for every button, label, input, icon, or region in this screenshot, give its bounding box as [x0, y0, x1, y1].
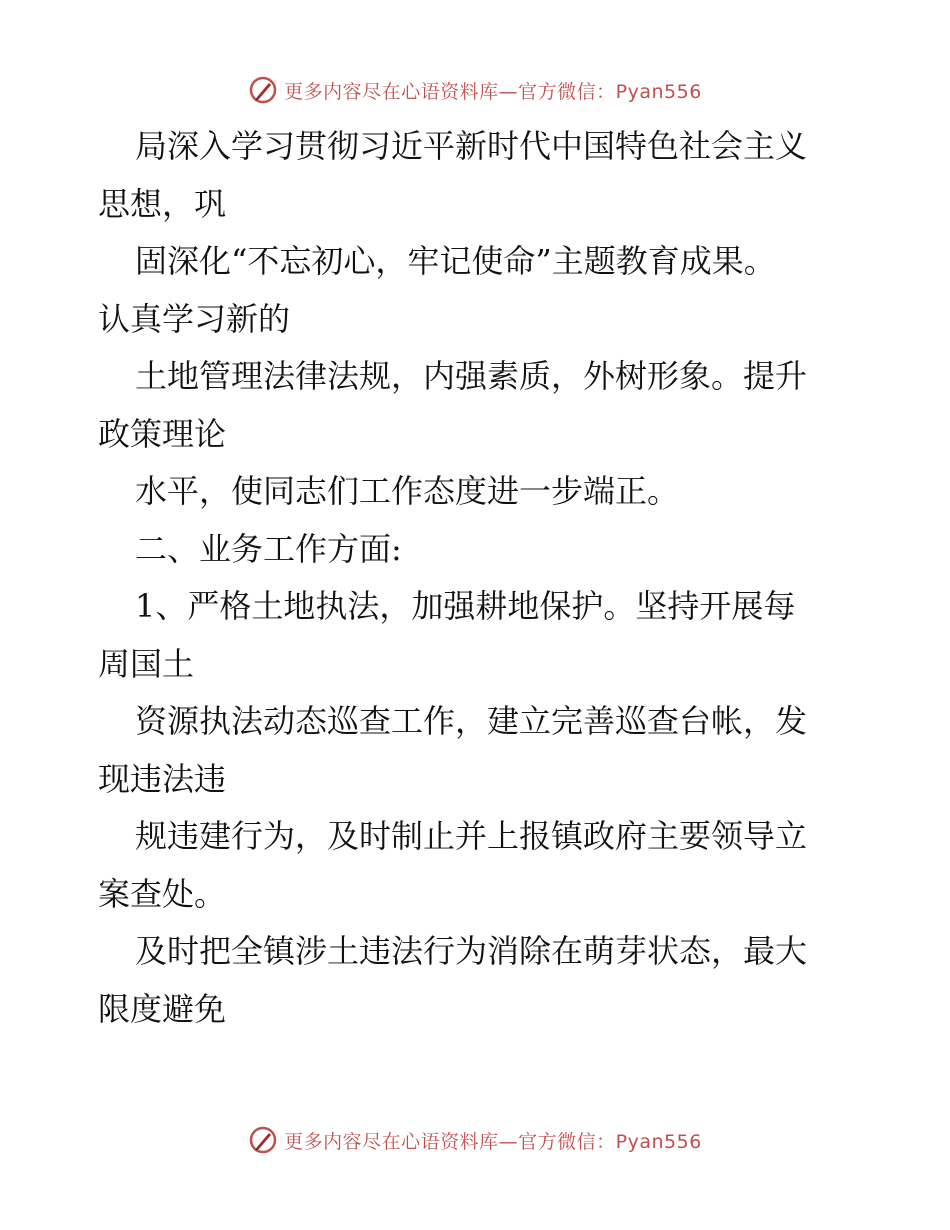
footer-text: 更多内容尽在心语资料库—官方微信：Pyan556 [284, 1130, 702, 1153]
text-line: 及时把全镇涉土违法行为消除在萌芽状态，最大 [135, 932, 808, 970]
text-line: 水平，使同志们工作态度进一步端正。 [135, 472, 680, 510]
text-line: 固深化“不忘初心，牢记使命”主题教育成果。 [135, 242, 776, 280]
text-line: 资源执法动态巡查工作，建立完善巡查台帐，发 [135, 702, 808, 740]
document-body [98, 118, 858, 1038]
text-line: 案查处。 [98, 874, 227, 913]
footer-banner [0, 1122, 950, 1158]
text-line: 政策理论 [98, 414, 227, 453]
text-line: 周国土 [98, 644, 195, 683]
text-line: 认真学习新的 [98, 299, 291, 338]
text-line: 1、严格土地执法，加强耕地保护。坚持开展每 [135, 587, 796, 625]
text-line: 现违法违 [98, 759, 227, 798]
pen-circle-logo-icon [248, 1125, 278, 1155]
text-line: 思想，巩 [98, 184, 227, 223]
header-text: 更多内容尽在心语资料库—官方微信：Pyan556 [284, 80, 702, 103]
text-line: 局深入学习贯彻习近平新时代中国特色社会主义 [135, 127, 808, 165]
text-line: 土地管理法律法规，内强素质，外树形象。提升 [135, 357, 808, 395]
pen-circle-logo-icon [248, 75, 278, 105]
text-line: 规违建行为，及时制止并上报镇政府主要领导立 [135, 817, 808, 855]
section-heading: 二、业务工作方面: [135, 529, 402, 568]
header-banner [0, 72, 950, 108]
text-line: 限度避免 [98, 989, 227, 1028]
